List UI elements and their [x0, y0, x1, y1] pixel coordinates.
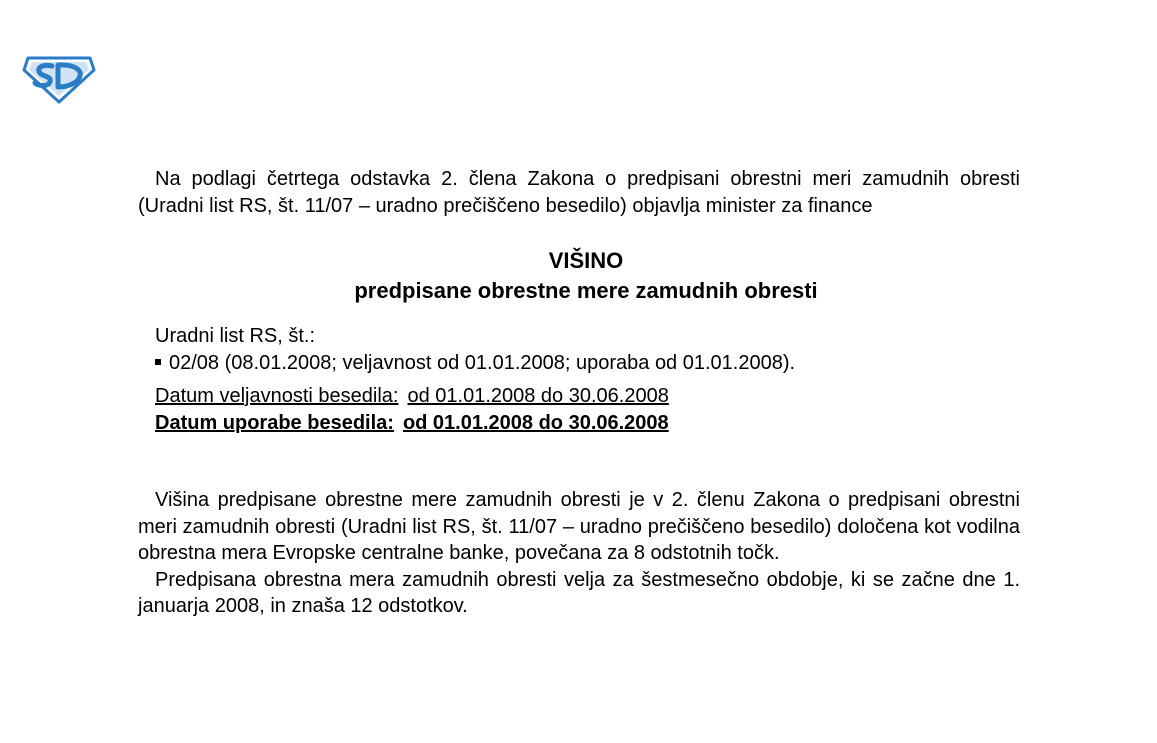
application-row: [155, 410, 1020, 437]
main-text: [138, 487, 1020, 620]
application-value: od 01.01.2008 do 30.06.2008: [402, 411, 669, 434]
validity-row: [155, 383, 1020, 410]
bullet-icon: [155, 359, 161, 365]
gazette-item: [155, 350, 1020, 377]
gazette-block: [138, 323, 1020, 376]
gazette-label: Uradni list RS, št.:: [155, 325, 316, 347]
title-line-1: VIŠINO: [548, 248, 624, 273]
application-label: Datum uporabe besedila:: [155, 411, 394, 434]
body-paragraph-1: Višina predpisane obrestne mere zamudnih obresti je v 2. členu Zakona o predpisani obrestni meri zamudnih obresti (Uradni list RS, št. 11/07 – uradno prečiščeno besedilo) določena kot vodilna obrestna mera Evropske centralne banke, povečana za 8 odstotnih točk.: [138, 489, 1020, 564]
body-paragraph-2: Predpisana obrestna mera zamudnih obresti velja za šestmesečno obdobje, ki se začne dne 1. januarja 2008, in znaša 12 odstotkov.: [138, 568, 1020, 617]
dates-block: [138, 383, 1020, 436]
validity-value: od 01.01.2008 do 30.06.2008: [407, 385, 669, 407]
sd-logo-icon: [22, 50, 96, 104]
gazette-item-text: 02/08 (08.01.2008; veljavnost od 01.01.2008; uporaba od 01.01.2008).: [169, 351, 796, 374]
intro-paragraph: Na podlagi četrtega odstavka 2. člena Zakona o predpisani obrestni meri zamudnih obresti (Uradni list RS, št. 11/07 – uradno prečiščeno besedilo) objavlja minister za finance: [138, 168, 1020, 217]
document-body: [138, 166, 1020, 620]
document-title: [138, 246, 1020, 306]
validity-label: Datum veljavnosti besedila:: [155, 385, 399, 407]
title-line-2: predpisane obrestne mere zamudnih obresti: [354, 278, 818, 303]
